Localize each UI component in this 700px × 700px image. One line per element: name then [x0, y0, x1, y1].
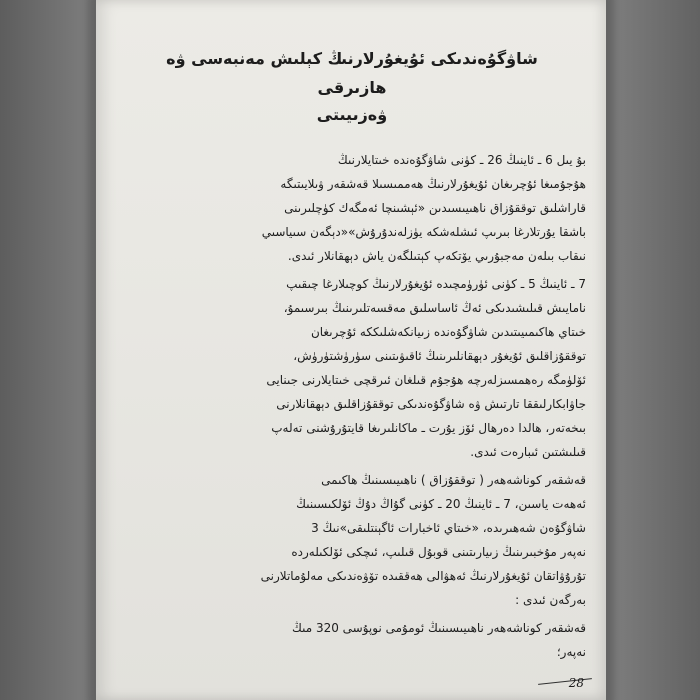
text-line: باشقا يۇرتلارغا بىرىپ ئىشلەشكە يۈزلەندۇرۇش»«دېگەن سىياسىي [261, 225, 586, 239]
article-title: شاۋگۇەندىكى ئۇيغۇرلارنىڭ كېلىش مەنبەسى ۋە ھازىرقى [166, 49, 538, 97]
text-line: شاۋگۇەن شەھىرىدە، «خىتاي ئاخبارات ئاگېنتلىقى»نىڭ 3 [311, 521, 586, 535]
text-line: جاۋابكارلىققا تارتىش ۋە شاۋگۇەندىكى توققۇزاقلىق دېھقانلارنى [276, 397, 586, 411]
text-line: نىقاب بىلەن مەجبۇرىي يۆتكەپ كېتىلگەن ياش دېھقانلار ئىدى. [287, 249, 586, 263]
text-line: نامايىش قىلىشىدىكى ئەڭ ئاساسلىق مەقسەتلىرىنىڭ بىرسىمۇ، [283, 301, 586, 315]
text-line: قىلىشتىن ئىبارەت ئىدى. [470, 445, 586, 459]
article-subtitle: ۋەزىيىتى [316, 105, 388, 124]
paragraph-2 [118, 272, 586, 464]
text-line: قەشقەر كوناشەھەر ( توققۇزاق ) ناھىيىسىنىڭ ھاكىمى [321, 473, 586, 487]
text-line: توققۇزاقلىق ئۇيغۇر دېھقانلىرىنىڭ ئاقىۋىتىنى سۈرۈشتۈرۈش، [293, 349, 586, 363]
text-line: بەرگەن ئىدى : [515, 593, 586, 607]
text-line: ئەھەت ياسىن، 7 ـ ئاينىڭ 20 ـ كۈنى گۇاڭ دۇڭ ئۆلكىسىنىڭ [296, 497, 586, 511]
text-line: خىتاي ھاكىمىيىتىدىن شاۋگۇەندە زىيانكەشلىككە ئۇچرىغان [310, 325, 586, 339]
paragraph-3 [118, 468, 586, 612]
text-line: نەپەر؛ [556, 645, 586, 659]
paragraph-1 [118, 148, 586, 268]
text-line: نەپەر مۇخبىرىنىڭ زىيارىتىنى قوبۇل قىلىپ، ئىچكى ئۆلكىلەردە [291, 545, 586, 559]
text-line: 7 ـ ئاينىڭ 5 ـ كۈنى ئۈرۈمچىدە ئۇيغۇرلارنىڭ كوچىلارغا چىقىپ [286, 277, 586, 291]
text-line: قەشقەر كوناشەھەر ناھىيىسىنىڭ ئومۇمى نوپۇسى 320 مىڭ [291, 621, 586, 635]
paragraph-4 [118, 616, 586, 664]
text-line: ئۆلۈمگە رەھمسىزلەرچە ھۇجۇم قىلغان ئىرقچى خىتايلارنى جىنايى [266, 373, 586, 387]
text-line: بىخەتەر، ھالدا دەرھال ئۆز يۇرت ـ ماكانلىرىغا قايتۇرۇشنى تەلەپ [271, 421, 586, 435]
text-line: ھۇجۇمىغا ئۇچرىغان ئۇيغۇرلارنىڭ ھەممىسىلا قەشقەر ۋىلايىتىگە [280, 177, 586, 191]
text-line: بۇ يىل 6 ـ ئاينىڭ 26 ـ كۈنى شاۋگۇەندە خىتايلارنىڭ [337, 153, 586, 167]
page-number: 28 [568, 676, 584, 690]
book-page [96, 0, 606, 700]
text-line: قاراشلىق توققۇزاق ناھىيىسىدىن «ئېشىنچا ئەمگەك كۈچلىرىنى [284, 201, 586, 215]
page-content [118, 44, 586, 668]
text-line: تۇرۇۋاتقان ئۇيغۇرلارنىڭ ئەھۋالى ھەققىدە تۆۋەندىكى مەلۇماتلارنى [260, 569, 586, 583]
